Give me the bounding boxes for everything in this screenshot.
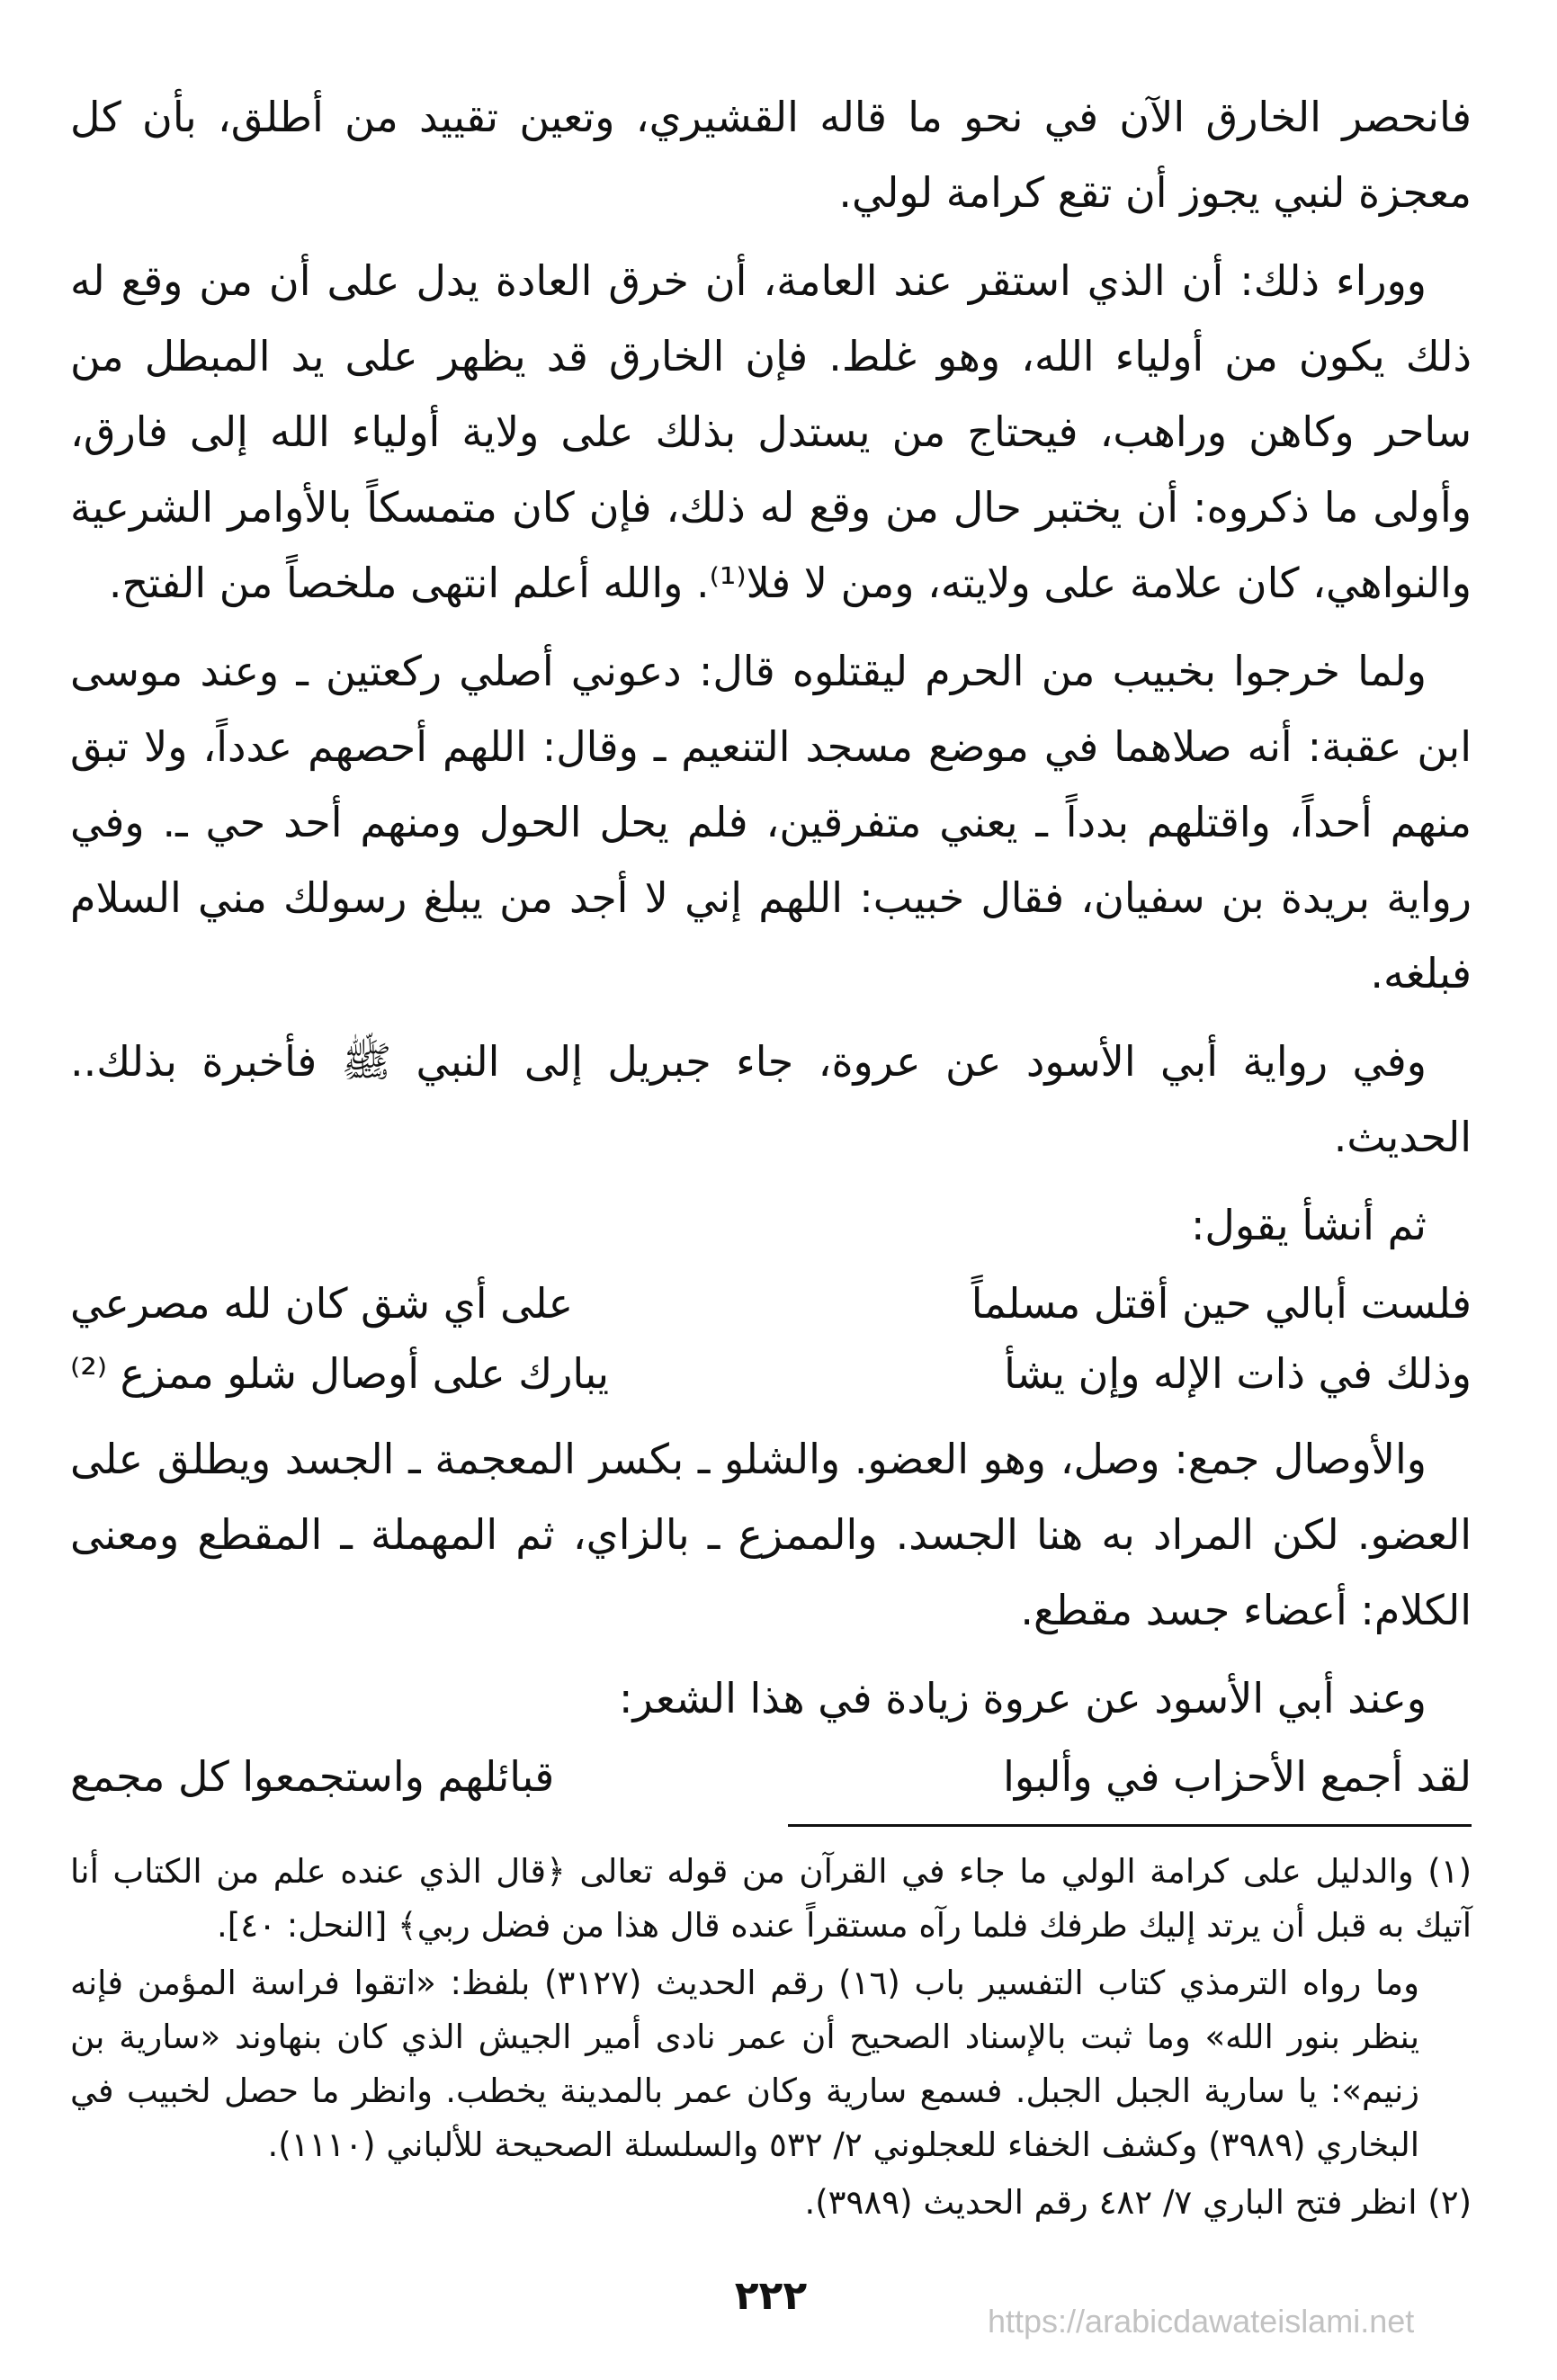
verse-first-hemistich: فلست أبالي حين أقتل مسلماً	[971, 1279, 1472, 1328]
verse-intro: وعند أبي الأسود عن عروة زيادة في هذا الشعر:	[618, 1674, 1427, 1722]
verse-second-hemistich: قبائلهم واستجمعوا كل مجمع	[70, 1752, 555, 1801]
footnotes	[70, 1845, 1472, 2230]
verse-second-hemistich: يبارك على أوصال شلو ممزع ⁽²⁾	[70, 1349, 610, 1398]
paragraph: فانحصر الخارق الآن في نحو ما قاله القشيري، وتعين تقييد من أطلق، بأن كل معجزة لنبي يجوز أن تقع كرامة لولي.	[70, 93, 1472, 217]
paragraph: والأوصال جمع: وصل، وهو العضو. والشلو ـ بكسر المعجمة ـ الجسد ويطلق على العضو. لكن المراد به هنا الجسد. والممزع ـ بالزاي، ثم المهملة ـ المقطع ومعنى الكلام: أعضاء جسد مقطع.	[70, 1435, 1472, 1634]
poem	[70, 1741, 1472, 1812]
footnote-continuation: وما رواه الترمذي كتاب التفسير باب (١٦) رقم الحديث (٣١٢٧) بلفظ: «اتقوا فراسة المؤمن فإنه ينظر بنور الله» وما ثبت بالإسناد الصحيح أن عمر نادى أمير الجيش الذي كان بنهاوند «سارية بن زنيم»: يا سارية الجبل الجبل. فسمع سارية وكان عمر بالمدينة يخطب. وانظر ما حصل لخبيب في البخاري (٣٩٨٩) وكشف الخفاء للعجلوني ٢/ ٥٣٢ والسلسلة الصحيحة للألباني (١١١٠).	[70, 1964, 1419, 2164]
verse-first-hemistich: وذلك في ذات الإله وإن يشأ	[1004, 1349, 1472, 1398]
footnote-separator	[788, 1824, 1472, 1827]
paragraph: وفي رواية أبي الأسود عن عروة، جاء جبريل إلى النبي ﷺ فأخبرة بذلك.. الحديث.	[70, 1037, 1472, 1161]
page-number: ٢٢٢	[734, 2273, 808, 2319]
poem	[70, 1268, 1472, 1409]
main-text-continued	[70, 1421, 1472, 1648]
main-text	[70, 79, 1472, 1175]
verse-first-hemistich: لقد أجمع الأحزاب في وألبوا	[1003, 1752, 1472, 1801]
watermark-url: https://arabicdawateislami.net	[988, 2303, 1415, 2340]
paragraph: ولما خرجوا بخبيب من الحرم ليقتلوه قال: دعوني أصلي ركعتين ـ وعند موسى ابن عقبة: أنه صلاهما في موضع مسجد التنعيم ـ وقال: اللهم أحصهم عدداً، ولا تبق منهم أحداً، واقتلهم بدداً ـ يعني متفرقين، فلم يحل الحول ومنهم أحد حي ـ. وفي رواية بريدة بن سفيان، فقال خبيب: اللهم إني لا أجد من يبلغ رسولك مني السلام فبلغه.	[70, 647, 1472, 998]
verse-line	[70, 1338, 1472, 1409]
book-page	[70, 79, 1472, 2326]
footnote: (١) والدليل على كرامة الولي ما جاء في القرآن من قوله تعالى ﴿قال الذي عنده علم من الكتاب أنا آتيك به قبل أن يرتد إليك طرفك فلما رآه مستقراً عنده قال هذا من فضل ربي﴾ [النحل: ٤٠].	[70, 1852, 1472, 1945]
verse-intro: ثم أنشأ يقول:	[1190, 1201, 1427, 1249]
verse-second-hemistich: على أي شق كان لله مصرعي	[70, 1279, 574, 1328]
verse-line	[70, 1741, 1472, 1812]
verse-line	[70, 1268, 1472, 1338]
paragraph: ووراء ذلك: أن الذي استقر عند العامة، أن خرق العادة يدل على أن من وقع له ذلك يكون من أولياء الله، وهو غلط. فإن الخارق قد يظهر على يد المبطل من ساحر وكاهن وراهب، فيحتاج من يستدل بذلك على ولاية أولياء الله إلى فارق، وأولى ما ذكروه: أن يختبر حال من وقع له ذلك، فإن كان متمسكاً بالأوامر الشرعية والنواهي، كان علامة على ولايته، ومن لا فلا⁽¹⁾. والله أعلم انتهى ملخصاً من الفتح.	[70, 256, 1472, 607]
footnote: (٢) انظر فتح الباري ٧/ ٤٨٢ رقم الحديث (٣٩٨٩).	[804, 2183, 1472, 2222]
